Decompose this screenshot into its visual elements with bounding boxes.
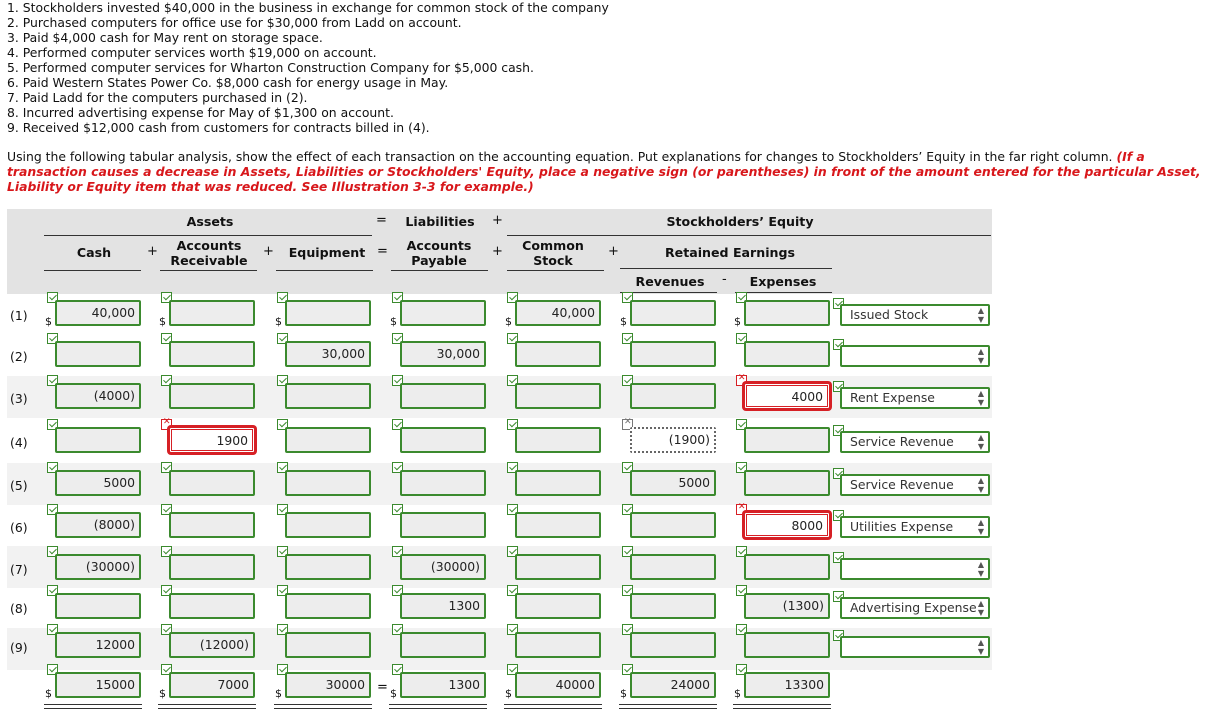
common-stock-input[interactable] [515, 593, 601, 619]
header-accounts-payable: Accounts Payable [406, 238, 472, 268]
revenues-input[interactable] [630, 593, 716, 619]
accounts-payable-input[interactable]: 1300 [400, 593, 486, 619]
double-underline [158, 704, 256, 709]
row-label: (8) [10, 601, 28, 616]
explanation-value: Utilities Expense [850, 519, 954, 534]
transaction-7: 7. Paid Ladd for the computers purchased in (2). [7, 90, 308, 105]
cash-input[interactable] [55, 593, 141, 619]
transaction-4: 4. Performed computer services worth $19,000 on account. [7, 45, 377, 60]
revenues-input[interactable] [630, 300, 716, 326]
explanation-select[interactable] [840, 597, 990, 619]
double-underline [274, 704, 372, 709]
explanation-value: Rent Expense [850, 390, 935, 405]
dollar-sign: $ [390, 315, 397, 328]
common-stock-input[interactable] [515, 383, 601, 409]
accounts-receivable-input[interactable] [169, 554, 255, 580]
header-expenses: Expenses [749, 274, 817, 289]
explanation-value: Issued Stock [850, 307, 929, 322]
explanation-select[interactable] [840, 636, 990, 658]
accounts-payable-input[interactable]: 30,000 [400, 341, 486, 367]
equipment-input[interactable] [285, 632, 371, 658]
cash-input[interactable]: 5000 [55, 470, 141, 496]
header-plus-4: + [608, 244, 619, 259]
total-revenues-input[interactable]: 24000 [630, 672, 716, 698]
double-underline [389, 704, 487, 709]
accounts-payable-input[interactable] [400, 632, 486, 658]
common-stock-input[interactable] [515, 427, 601, 453]
dollar-sign: $ [159, 687, 166, 700]
total-accounts-receivable-input[interactable]: 7000 [169, 672, 255, 698]
row-label: (2) [10, 349, 28, 364]
accounts-payable-input[interactable] [400, 512, 486, 538]
dollar-sign: $ [390, 687, 397, 700]
equipment-input[interactable] [285, 593, 371, 619]
explanation-select[interactable] [840, 516, 990, 538]
accounts-payable-input[interactable] [400, 470, 486, 496]
accounts-receivable-input[interactable] [169, 383, 255, 409]
updown-arrows-icon: ▲ ▼ [977, 347, 984, 365]
total-expenses-input[interactable]: 13300 [744, 672, 830, 698]
dollar-sign: $ [734, 315, 741, 328]
expenses-input[interactable]: 8000 [744, 512, 830, 538]
double-underline [44, 704, 142, 709]
equipment-input[interactable] [285, 554, 371, 580]
double-underline [619, 704, 717, 709]
total-equipment-input[interactable]: 30000 [285, 672, 371, 698]
total-cash-input[interactable]: 15000 [55, 672, 141, 698]
accounts-receivable-input[interactable]: 1900 [169, 427, 255, 453]
accounts-receivable-input[interactable] [169, 341, 255, 367]
accounts-payable-input[interactable]: (30000) [400, 554, 486, 580]
dollar-sign: $ [505, 687, 512, 700]
cash-input[interactable] [55, 427, 141, 453]
row-label: (9) [10, 640, 28, 655]
equipment-input[interactable] [285, 300, 371, 326]
explanation-value: Advertising Expense [850, 600, 977, 615]
expenses-input[interactable] [744, 470, 830, 496]
accounts-receivable-input[interactable] [169, 470, 255, 496]
transaction-1: 1. Stockholders invested $40,000 in the business in exchange for common stock of the company [7, 0, 609, 15]
explanation-select[interactable] [840, 474, 990, 496]
equipment-input[interactable] [285, 470, 371, 496]
transaction-8: 8. Incurred advertising expense for May of $1,300 on account. [7, 105, 394, 120]
updown-arrows-icon: ▲ ▼ [977, 518, 984, 536]
header-plus-top: + [492, 213, 503, 228]
accounts-payable-input[interactable] [400, 300, 486, 326]
common-stock-input[interactable] [515, 470, 601, 496]
cash-input[interactable]: 12000 [55, 632, 141, 658]
header-common-stock: Common Stock [522, 238, 584, 268]
revenues-input[interactable] [630, 512, 716, 538]
dollar-sign: $ [620, 687, 627, 700]
accounts-receivable-input[interactable] [169, 300, 255, 326]
revenues-input[interactable]: (1900) [630, 427, 716, 453]
explanation-select[interactable] [840, 431, 990, 453]
dollar-sign: $ [275, 315, 282, 328]
instructions-main: Using the following tabular analysis, show the effect of each transaction on the accounting equation. Put explanations for changes to Stockholders’ Equity in the far right column. [7, 149, 1117, 164]
expenses-input[interactable] [744, 341, 830, 367]
double-underline [733, 704, 831, 709]
header-liabilities: Liabilities [405, 214, 475, 229]
updown-arrows-icon: ▲ ▼ [977, 560, 984, 578]
row-label: (1) [10, 308, 28, 323]
transaction-6: 6. Paid Western States Power Co. $8,000 cash for energy usage in May. [7, 75, 449, 90]
cash-input[interactable]: (4000) [55, 383, 141, 409]
updown-arrows-icon: ▲ ▼ [977, 433, 984, 451]
dollar-sign: $ [45, 687, 52, 700]
explanation-select[interactable] [840, 558, 990, 580]
header-equipment: Equipment [288, 245, 366, 260]
row-label: (5) [10, 478, 28, 493]
header-revenues: Revenues [635, 274, 705, 289]
dollar-sign: $ [159, 315, 166, 328]
total-common-stock-input[interactable]: 40000 [515, 672, 601, 698]
dollar-sign: $ [45, 315, 52, 328]
explanation-select[interactable] [840, 345, 990, 367]
updown-arrows-icon: ▲ ▼ [977, 638, 984, 656]
explanation-select[interactable] [840, 304, 990, 326]
common-stock-input[interactable] [515, 632, 601, 658]
updown-arrows-icon: ▲ ▼ [977, 389, 984, 407]
revenues-input[interactable] [630, 632, 716, 658]
header-plus-2: + [263, 244, 274, 259]
header-accounts-receivable: Accounts Receivable [170, 238, 248, 268]
double-underline [504, 704, 602, 709]
header-cash: Cash [76, 245, 112, 260]
equipment-input[interactable] [285, 427, 371, 453]
cash-input[interactable]: (30000) [55, 554, 141, 580]
transaction-5: 5. Performed computer services for Wharton Construction Company for $5,000 cash. [7, 60, 534, 75]
explanation-value: Service Revenue [850, 434, 954, 449]
cash-input[interactable]: (8000) [55, 512, 141, 538]
expenses-input[interactable] [744, 554, 830, 580]
expenses-input[interactable]: 4000 [744, 383, 830, 409]
totals-equals: = [377, 680, 388, 695]
instructions [7, 149, 1205, 194]
accounts-payable-input[interactable] [400, 383, 486, 409]
revenues-input[interactable] [630, 383, 716, 409]
expenses-input[interactable]: (1300) [744, 593, 830, 619]
transaction-list [7, 0, 609, 135]
instructions-emphasis: (If a transaction causes a decrease in Assets, Liabilities or Stockholders' Equity, place a negative sign (or parentheses) in front of the amount entered for the particular Asset, Liability or Equity item that was reduced. See Illustration 3-3 for example.) [7, 149, 1201, 194]
accounts-receivable-input[interactable] [169, 593, 255, 619]
updown-arrows-icon: ▲ ▼ [977, 476, 984, 494]
dollar-sign: $ [734, 687, 741, 700]
dollar-sign: $ [275, 687, 282, 700]
common-stock-input[interactable] [515, 512, 601, 538]
row-label: (6) [10, 520, 28, 535]
equipment-input[interactable] [285, 383, 371, 409]
cash-input[interactable]: 40,000 [55, 300, 141, 326]
accounts-receivable-input[interactable]: (12000) [169, 632, 255, 658]
equipment-input[interactable] [285, 512, 371, 538]
updown-arrows-icon: ▲ ▼ [977, 599, 984, 617]
header-assets: Assets [186, 214, 234, 229]
transaction-9: 9. Received $12,000 cash from customers for contracts billed in (4). [7, 120, 430, 135]
header-minus: - [722, 272, 727, 287]
explanation-select[interactable] [840, 387, 990, 409]
common-stock-input[interactable]: 40,000 [515, 300, 601, 326]
header-equals: = [377, 244, 388, 259]
dollar-sign: $ [505, 315, 512, 328]
row-label: (4) [10, 435, 28, 450]
equipment-input[interactable]: 30,000 [285, 341, 371, 367]
updown-arrows-icon: ▲ ▼ [977, 306, 984, 324]
cash-input[interactable] [55, 341, 141, 367]
transaction-2: 2. Purchased computers for office use for $30,000 from Ladd on account. [7, 15, 462, 30]
accounts-payable-input[interactable] [400, 427, 486, 453]
expenses-input[interactable] [744, 300, 830, 326]
total-accounts-payable-input[interactable]: 1300 [400, 672, 486, 698]
expenses-input[interactable] [744, 632, 830, 658]
revenues-input[interactable] [630, 341, 716, 367]
revenues-input[interactable] [630, 554, 716, 580]
dollar-sign: $ [620, 315, 627, 328]
common-stock-input[interactable] [515, 554, 601, 580]
expenses-input[interactable] [744, 427, 830, 453]
row-label: (7) [10, 562, 28, 577]
revenues-input[interactable]: 5000 [630, 470, 716, 496]
header-stockholders-equity: Stockholders’ Equity [666, 214, 814, 229]
accounts-receivable-input[interactable] [169, 512, 255, 538]
header-retained-earnings: Retained Earnings [664, 245, 796, 260]
transaction-3: 3. Paid $4,000 cash for May rent on storage space. [7, 30, 323, 45]
row-label: (3) [10, 391, 28, 406]
explanation-value: Service Revenue [850, 477, 954, 492]
common-stock-input[interactable] [515, 341, 601, 367]
header-plus-3: + [492, 244, 503, 259]
header-equals-top: = [376, 213, 387, 228]
header-plus-1: + [147, 244, 158, 259]
